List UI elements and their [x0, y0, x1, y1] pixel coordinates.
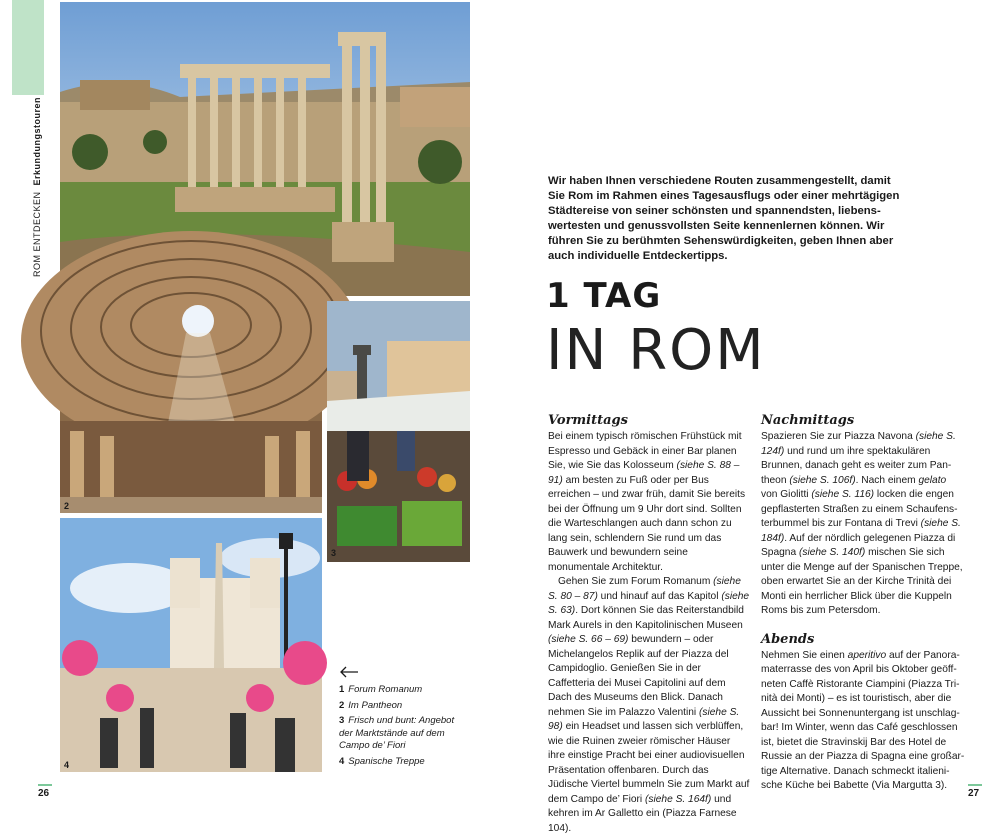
photo-captions [339, 684, 469, 772]
section-color-tab [12, 0, 44, 95]
caption-item: 2 Im Pantheon [339, 699, 403, 711]
page-title-line2: IN ROM [546, 318, 766, 383]
abends-paragraph: Nehmen Sie einen aperitivo auf der Panoramaterrasse des von April bis Oktober geöffneten Caffè Ristorante Ciampini (Piazza Trinità dei Monti) – es ist touristisch, aber die Aussicht bei Sonnenuntergang ist unschlagbar! Im Winter, wenn das Café geschlossen ist, bietet die Stravinskij Bar des Hotel de Russie an der Piazza di Spagna eine großartige Alternative. Danach schmeckt italienische Küche bei Babette (Via Margutta 3). [761, 649, 965, 791]
section-heading-abends: Abends [761, 631, 815, 647]
side-label-bold: Erkundungstouren [32, 96, 42, 186]
vormittags-paragraph-2: Gehen Sie zum Forum Romanum (siehe S. 80 – 87) und hinauf auf das Kapitol (siehe S. 63). Dort können Sie das Reiterstandbild Mark Aurels in den Kapitolinischen Museen (siehe S. 66 – 69) bewundern – oder Michelangelos Replik auf der Piazza del Campidoglio. Genießen Sie in der Caffetteria dei Musei Capitolini auf dem Dach des Museums den Blick. Danach nehmen Sie im Palazzo Valentini (siehe S. 98) ein Headset und lassen sich verblüffen, wie die Ruinen zweier römischer Häuser ihre einstige Pracht bei einer audiovisuellen Präsentation offenbaren. Durch das Jüdische Viertel bummeln Sie zum Markt auf dem Campo de’ Fiori (siehe S. 164f) und kehren im Ar Galletto ein (Piazza Farnese 104). [548, 576, 750, 834]
page-title-line1: 1 TAG [546, 276, 662, 316]
page-number-bar [968, 784, 982, 786]
section-side-label [32, 97, 42, 277]
caption-item: 4 Spanische Treppe [339, 755, 425, 767]
side-label-caps: ROM ENTDECKEN [32, 191, 42, 277]
text-column-left [548, 412, 750, 836]
vormittags-paragraph-1: Bei einem typisch römischen Frühstück mit Espresso und Gebäck in einer Bar planen Sie, wie Sie das Kolosseum (siehe S. 88 – 91) am besten zu Fuß oder per Bus erreichen – und zwar früh, damit Sie bereits bei der Öffnung um 9 Uhr dort sind. Sollten die Warteschlangen auch dann schon zu lang sein, schlendern Sie rund um das Bauwerk und bewundern seine monumentale Architektur. [548, 431, 746, 573]
page-number-left: 26 [38, 788, 50, 799]
arrow-left-icon [339, 666, 359, 678]
photo-number: 3 [331, 548, 337, 558]
photo-campo-de-fiori [327, 301, 470, 562]
intro-paragraph: Wir haben Ihnen verschiedene Routen zusammengestellt, damit Sie Rom im Rahmen eines Tagesausflugs oder einer mehrtägigen Städtereise von seiner schönsten und spannendsten, liebenswertesten und genussvollsten Seite kennenlernen können. Wir führen Sie zu berühmten Sehenswürdigkeiten, geben Ihnen aber auch individuelle Entdeckertipps. [548, 175, 900, 262]
page-number-bar [38, 784, 52, 786]
caption-item: 1 Forum Romanum [339, 684, 423, 695]
page-number-right: 27 [968, 788, 980, 799]
photo-number: 2 [64, 501, 70, 511]
photo-spanische-treppe [60, 518, 322, 772]
section-heading-nachmittags: Nachmittags [761, 413, 855, 428]
section-heading-vormittags: Vormittags [548, 413, 628, 428]
photo-pantheon [60, 301, 322, 513]
caption-item: 3 Frisch und bunt: Angebot der Marktstände auf dem Campo de’ Fiori [339, 715, 455, 752]
text-column-right [761, 412, 965, 794]
photo-number: 4 [64, 760, 70, 770]
nachmittags-paragraph: Spazieren Sie zur Piazza Navona (siehe S. 124f) und rund um ihre spektakulären Brunnen, danach geht es weiter zum Pantheon (siehe S. 106f). Nach einem gelato von Giolitti (siehe S. 116) locken die engen gepflasterten Straßen zu einem Schaufensterbummel bis zur Fontana di Trevi (siehe S. 184f). Auf der nördlich gelegenen Piazza di Spagna (siehe S. 140f) mischen Sie sich unter die Menge auf der Spanischen Treppe, oben erwartet Sie an der Kirche Trinità dei Monti ein herrlicher Blick über die Kuppeln Roms bis zum Petersdom. [761, 431, 963, 616]
